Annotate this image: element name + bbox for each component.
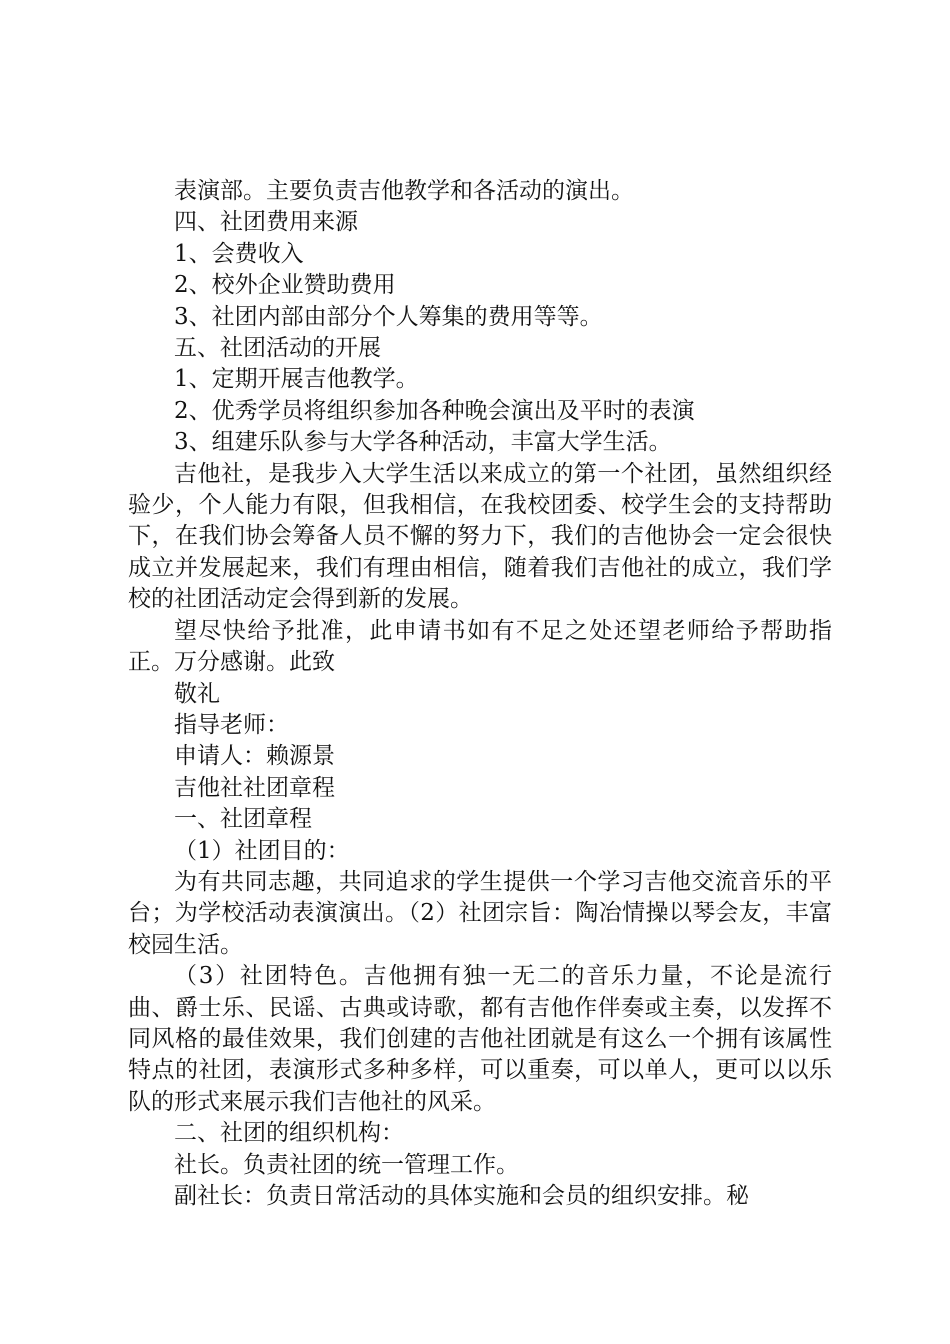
paragraph-features: （3）社团特色。吉他拥有独一无二的音乐力量，不论是流行曲、爵士乐、民谣、古典或诗歌，都有吉他作伴奏或主奏，以发挥不同风格的最佳效果，我们创建的吉他社团就是有这么一个拥有该属性特点的社团，表演形式多种多样，可以重奏，可以单人，更可以以乐队的形式来展示我们吉他社的风采。 (128, 963, 832, 1115)
paragraph-request-approval: 望尽快给予批准，此申请书如有不足之处还望老师给予帮助指正。万分感谢。此致 (128, 617, 832, 676)
paragraph-performance-dept: 表演部。主要负责吉他教学和各活动的演出。 (174, 178, 634, 204)
list-item-activity-1: 1、定期开展吉他教学。 (174, 366, 419, 393)
list-item-funding-3: 3、社团内部由部分个人筹集的费用等等。 (174, 303, 603, 330)
paragraph-club-intro: 吉他社，是我步入大学生活以来成立的第一个社团，虽然组织经验少，个人能力有限，但我相信，在我校团委、校学生会的支持帮助下，在我们协会筹备人员不懈的努力下，我们的吉他协会一定会很快成立并发展起来，我们有理由相信，随着我们吉他社的成立，我们学校的社团活动定会得到新的发展。 (128, 460, 832, 613)
list-item-activity-2: 2、优秀学员将组织参加各种晚会演出及平时的表演 (174, 397, 695, 424)
applicant-line: 申请人：赖源景 (174, 743, 335, 770)
charter-item-purpose-heading: （1）社团目的： (174, 837, 350, 864)
heading-organization: 二、社团的组织机构： (174, 1120, 404, 1147)
heading-charter-section-1: 一、社团章程 (174, 806, 312, 833)
heading-charter-title: 吉他社社团章程 (174, 774, 335, 801)
list-item-funding-2: 2、校外企业赞助费用 (174, 272, 396, 299)
heading-activities: 五、社团活动的开展 (174, 335, 381, 362)
paragraph-president: 社长。负责社团的统一管理工作。 (174, 1151, 519, 1178)
paragraph-vice-president: 副社长：负责日常活动的具体实施和会员的组织安排。秘 (174, 1183, 749, 1209)
list-item-funding-1: 1、会费收入 (174, 240, 304, 267)
heading-funding-sources: 四、社团费用来源 (174, 209, 358, 236)
document-page (128, 176, 832, 1212)
paragraph-purpose: 为有共同志趣，共同追求的学生提供一个学习吉他交流音乐的平台；为学校活动表演演出。（2）社团宗旨：陶冶情操以琴会友，丰富校园生活。 (128, 868, 832, 958)
advisor-line: 指导老师： (174, 711, 289, 738)
list-item-activity-3: 3、组建乐队参与大学各种活动，丰富大学生活。 (174, 429, 672, 456)
salutation: 敬礼 (174, 680, 220, 707)
